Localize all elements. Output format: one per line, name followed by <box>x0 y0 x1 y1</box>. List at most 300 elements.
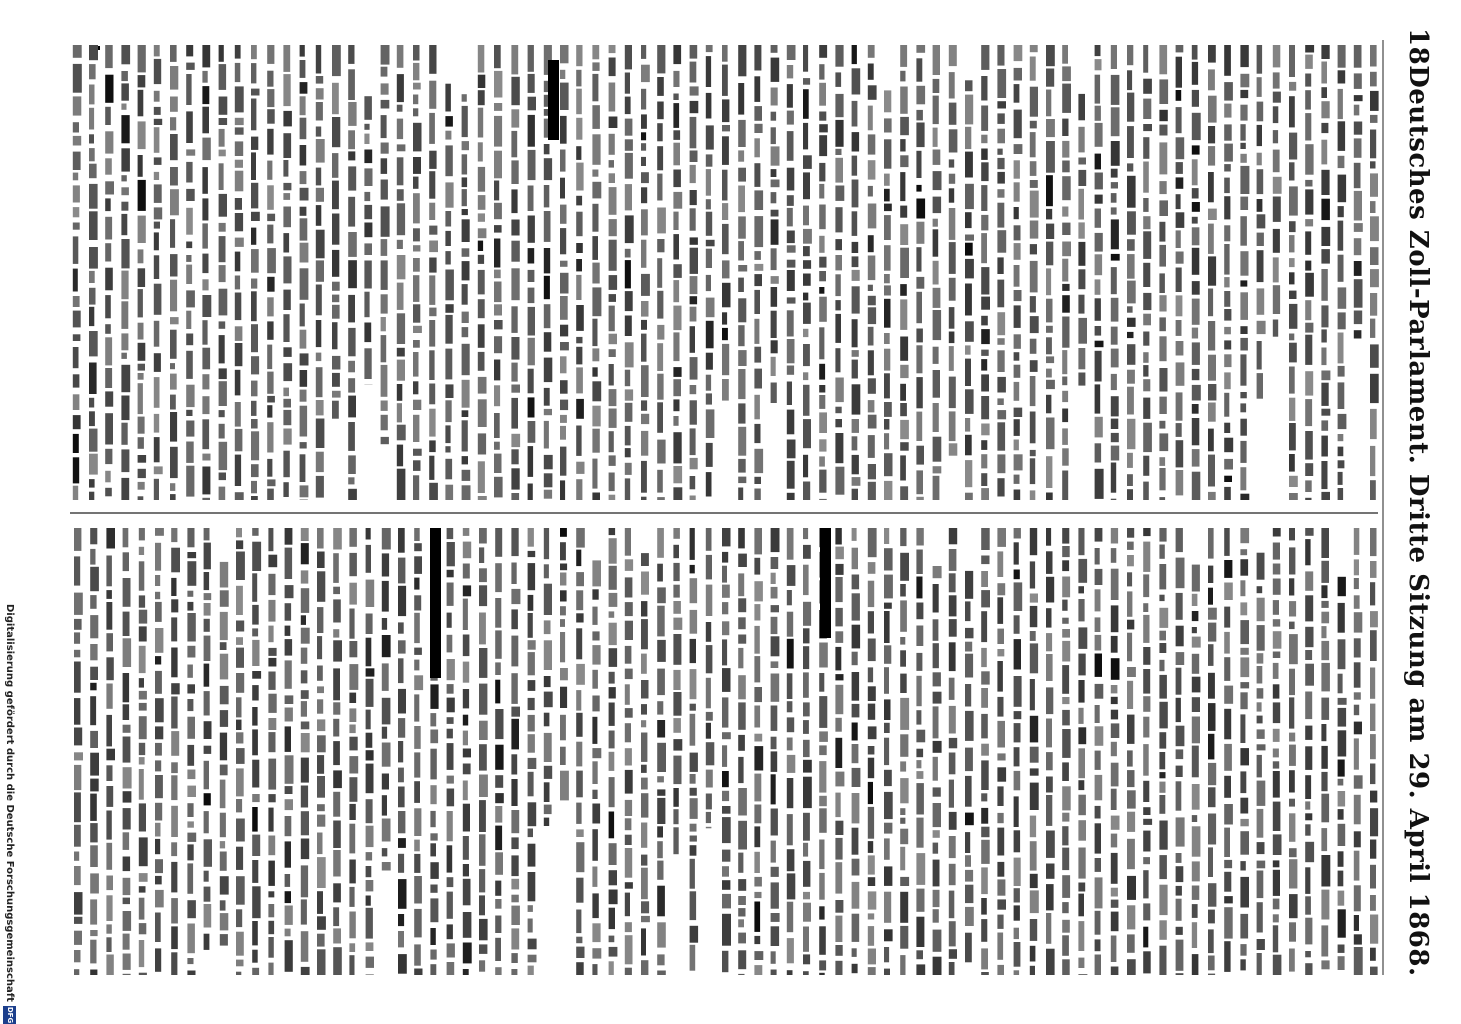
text-glyph-run <box>690 307 697 322</box>
text-glyph-run <box>997 230 1006 253</box>
text-glyph-run <box>1354 138 1362 157</box>
text-glyph-run <box>1208 883 1216 907</box>
text-glyph-run <box>300 45 305 57</box>
text-glyph-run <box>1208 69 1215 90</box>
text-glyph-run <box>349 777 357 802</box>
text-glyph-run <box>447 635 453 653</box>
text-glyph-run <box>316 400 324 415</box>
text-glyph-run <box>316 476 324 498</box>
text-glyph-run <box>430 811 435 827</box>
text-glyph-run <box>1338 674 1343 694</box>
text-glyph-run <box>1224 560 1232 578</box>
text-glyph-run <box>641 114 647 128</box>
text-glyph-run <box>690 891 697 920</box>
text-glyph-run <box>706 770 713 788</box>
text-glyph-run <box>121 423 127 445</box>
text-glyph-run <box>155 823 161 837</box>
text-glyph-run <box>414 613 420 643</box>
text-glyph-run <box>1046 577 1054 603</box>
text-glyph-run <box>154 184 162 203</box>
text-glyph-run <box>479 869 485 892</box>
text-glyph-run <box>1176 177 1184 188</box>
text-glyph-run <box>949 174 955 184</box>
text-glyph-run <box>1014 182 1020 201</box>
text-glyph-run <box>528 369 534 394</box>
text-glyph-run <box>916 329 923 343</box>
text-glyph-run <box>1192 611 1199 621</box>
text-glyph-run <box>625 215 634 243</box>
text-glyph-run <box>819 456 825 466</box>
text-glyph-run <box>657 776 664 782</box>
text-glyph-run <box>283 183 291 190</box>
text-glyph-run <box>819 499 827 500</box>
text-glyph-run <box>1143 99 1151 119</box>
text-glyph-run <box>511 220 519 236</box>
text-glyph-run <box>1240 944 1246 956</box>
text-glyph-run <box>332 153 338 178</box>
text-glyph-run <box>511 306 517 333</box>
text-glyph-run <box>1257 102 1264 122</box>
text-glyph-run <box>868 855 875 874</box>
text-glyph-run <box>317 686 324 693</box>
text-glyph-run <box>560 590 567 601</box>
text-glyph-run <box>1078 94 1085 120</box>
text-glyph-run <box>154 91 160 102</box>
text-glyph-run <box>722 585 730 598</box>
stray-mark <box>98 46 100 50</box>
text-glyph-run <box>1030 121 1037 129</box>
text-glyph-run <box>398 811 405 833</box>
text-glyph-run <box>544 676 551 687</box>
text-glyph-run <box>949 278 956 301</box>
text-glyph-run <box>186 149 195 155</box>
text-glyph-run <box>625 602 633 616</box>
text-glyph-run <box>1030 841 1037 870</box>
text-glyph-run <box>981 297 990 310</box>
text-glyph-run <box>673 432 681 463</box>
text-glyph-run <box>528 307 535 336</box>
text-glyph-run <box>592 236 598 260</box>
text-glyph-run <box>202 86 209 104</box>
text-glyph-run <box>1111 419 1119 429</box>
text-glyph-run <box>494 151 502 179</box>
text-glyph-run <box>1046 141 1055 173</box>
running-header <box>1396 28 1440 972</box>
text-glyph-run <box>1305 842 1314 862</box>
text-glyph-run <box>1192 369 1200 380</box>
text-glyph-run <box>495 630 502 658</box>
text-glyph-run <box>900 877 909 886</box>
text-glyph-run <box>771 112 777 121</box>
text-glyph-run <box>74 892 83 915</box>
text-glyph-run <box>771 809 778 836</box>
text-glyph-run <box>397 283 404 310</box>
text-glyph-run <box>317 776 325 798</box>
text-glyph-run <box>933 957 942 975</box>
text-glyph-run <box>1030 747 1039 763</box>
text-glyph-run <box>933 197 942 214</box>
text-glyph-run <box>479 547 484 563</box>
text-glyph-run <box>1240 338 1248 351</box>
text-glyph-run <box>835 348 840 372</box>
text-glyph-run <box>528 872 536 901</box>
text-glyph-run <box>900 403 907 416</box>
text-glyph-run <box>445 446 450 452</box>
text-glyph-run <box>592 429 599 453</box>
text-glyph-run <box>657 208 666 234</box>
text-glyph-run <box>366 957 374 968</box>
text-glyph-run <box>560 83 569 110</box>
text-glyph-run <box>463 912 472 938</box>
text-glyph-run <box>333 947 342 975</box>
text-glyph-run <box>900 87 908 114</box>
text-glyph-run <box>316 76 323 84</box>
text-glyph-run <box>657 743 666 772</box>
text-glyph-run <box>1321 528 1329 558</box>
text-glyph-run <box>997 149 1002 155</box>
text-glyph-run <box>690 458 698 469</box>
text-glyph-run <box>462 470 471 481</box>
text-glyph-run <box>576 613 583 622</box>
text-glyph-run <box>1289 162 1295 180</box>
text-glyph-run <box>121 148 129 171</box>
text-glyph-run <box>706 645 713 673</box>
text-glyph-run <box>819 412 827 433</box>
text-glyph-run <box>933 229 939 256</box>
text-glyph-run <box>1111 396 1119 416</box>
text-glyph-run <box>803 843 808 857</box>
text-glyph-run <box>1273 761 1279 768</box>
text-glyph-run <box>382 743 391 767</box>
text-glyph-run <box>884 611 890 643</box>
text-glyph-run <box>625 249 631 258</box>
text-glyph-run <box>1338 472 1343 485</box>
text-glyph-run <box>429 275 435 305</box>
text-glyph-run <box>1159 245 1166 267</box>
text-glyph-run <box>74 632 80 643</box>
text-glyph-run <box>544 332 552 352</box>
text-glyph-run <box>397 157 404 185</box>
text-glyph-run <box>333 821 341 849</box>
text-glyph-run <box>868 204 877 229</box>
text-glyph-run <box>609 687 616 698</box>
text-glyph-run <box>121 333 128 350</box>
text-glyph-run <box>90 567 99 591</box>
text-glyph-run <box>413 228 420 241</box>
text-glyph-run <box>771 127 776 144</box>
text-glyph-run <box>722 224 729 254</box>
text-glyph-run <box>1240 559 1248 576</box>
text-glyph-run <box>1062 448 1069 465</box>
text-glyph-run <box>1305 498 1311 500</box>
text-glyph-run <box>155 592 160 599</box>
text-glyph-run <box>251 99 256 131</box>
text-glyph-run <box>1273 45 1281 67</box>
text-glyph-run <box>1305 801 1310 809</box>
text-glyph-run <box>560 632 565 662</box>
text-glyph-run <box>1127 453 1133 468</box>
text-glyph-run <box>706 56 711 87</box>
text-glyph-run <box>900 45 907 67</box>
text-glyph-run <box>738 853 743 873</box>
text-glyph-run <box>1224 244 1229 275</box>
text-glyph-run <box>430 898 438 922</box>
text-glyph-run <box>1305 692 1312 720</box>
text-glyph-run <box>220 934 228 946</box>
text-glyph-run <box>463 689 469 708</box>
text-glyph-run <box>528 715 535 732</box>
text-glyph-run <box>560 564 567 571</box>
text-glyph-run <box>121 271 128 300</box>
text-glyph-run <box>641 240 646 268</box>
text-glyph-run <box>462 261 470 280</box>
text-glyph-run <box>220 780 226 809</box>
text-glyph-run <box>1208 209 1217 220</box>
text-glyph-run <box>706 528 712 551</box>
text-glyph-run <box>138 155 143 177</box>
text-glyph-run <box>1305 189 1313 214</box>
text-glyph-run <box>1062 141 1069 158</box>
text-glyph-run <box>1240 403 1246 412</box>
text-glyph-run <box>494 116 502 147</box>
text-glyph-run <box>1030 360 1038 372</box>
text-glyph-run <box>576 243 583 253</box>
text-glyph-run <box>463 715 468 726</box>
text-glyph-run <box>74 969 79 975</box>
text-glyph-run <box>204 691 210 715</box>
text-glyph-run <box>90 667 98 680</box>
text-glyph-run <box>445 459 452 480</box>
text-glyph-run <box>413 352 419 377</box>
text-glyph-run <box>138 383 143 414</box>
text-glyph-run <box>349 737 357 751</box>
text-glyph-run <box>1127 306 1133 312</box>
text-glyph-run <box>332 295 339 303</box>
text-glyph-run <box>364 348 371 379</box>
text-glyph-run <box>884 603 892 609</box>
text-glyph-run <box>154 157 162 165</box>
text-glyph-run <box>1062 66 1071 81</box>
text-glyph-run <box>397 348 405 357</box>
text-glyph-run <box>771 45 778 53</box>
text-glyph-run <box>1321 828 1327 851</box>
text-glyph-run <box>1111 967 1119 976</box>
text-glyph-run <box>560 619 565 627</box>
text-glyph-run <box>609 731 615 749</box>
text-glyph-run <box>965 435 972 456</box>
text-glyph-run <box>1321 420 1328 430</box>
text-glyph-run <box>186 208 193 235</box>
text-glyph-run <box>268 626 273 643</box>
text-glyph-run <box>835 674 843 680</box>
text-glyph-run <box>544 620 551 634</box>
text-glyph-run <box>1062 848 1069 871</box>
text-glyph-run <box>204 761 209 790</box>
text-glyph-run <box>73 296 80 307</box>
text-glyph-run <box>1240 549 1247 555</box>
text-glyph-run <box>981 648 987 667</box>
text-glyph-run <box>73 415 81 429</box>
text-glyph-run <box>1208 814 1216 845</box>
lower-text-column <box>74 528 1378 975</box>
text-glyph-run <box>106 876 113 891</box>
text-glyph-run <box>429 113 435 144</box>
text-glyph-run <box>1078 627 1087 649</box>
text-glyph-run <box>997 158 1004 169</box>
text-glyph-run <box>722 914 731 946</box>
text-glyph-run <box>1224 860 1232 868</box>
text-glyph-run <box>592 607 597 625</box>
text-glyph-run <box>268 555 277 568</box>
text-glyph-run <box>1143 744 1149 776</box>
text-glyph-run <box>204 636 211 661</box>
text-glyph-run <box>1321 724 1326 741</box>
text-glyph-run <box>1030 244 1037 254</box>
text-glyph-run <box>90 970 97 976</box>
text-glyph-run <box>1321 855 1330 887</box>
text-glyph-run <box>74 752 83 760</box>
text-glyph-run <box>397 445 403 467</box>
text-glyph-run <box>511 707 520 717</box>
text-glyph-run <box>106 955 113 976</box>
text-glyph-run <box>625 922 632 932</box>
text-glyph-run <box>1078 295 1084 314</box>
text-glyph-run <box>657 861 663 880</box>
text-glyph-run <box>544 766 552 779</box>
text-glyph-run <box>819 973 825 975</box>
text-glyph-run <box>1208 644 1214 666</box>
text-glyph-run <box>1240 580 1245 596</box>
text-glyph-run <box>673 670 680 690</box>
text-glyph-run <box>787 111 794 125</box>
text-glyph-run <box>139 528 145 540</box>
text-glyph-run <box>1176 528 1183 552</box>
text-glyph-run <box>348 489 357 500</box>
text-glyph-run <box>463 542 471 559</box>
text-glyph-run <box>349 824 355 854</box>
text-glyph-run <box>1143 903 1150 920</box>
text-glyph-run <box>445 231 451 246</box>
text-glyph-run <box>933 150 941 165</box>
text-glyph-run <box>528 802 537 826</box>
text-glyph-run <box>852 360 858 379</box>
text-glyph-run <box>139 873 148 882</box>
text-glyph-run <box>1208 673 1215 699</box>
text-glyph-run <box>155 760 161 771</box>
text-glyph-run <box>413 193 420 223</box>
text-glyph-run <box>1111 710 1118 720</box>
text-glyph-run <box>382 698 391 725</box>
text-glyph-run <box>333 741 340 765</box>
text-glyph-run <box>332 282 340 291</box>
text-glyph-run <box>511 398 518 429</box>
text-glyph-run <box>868 891 877 909</box>
text-glyph-run <box>285 786 293 794</box>
text-glyph-run <box>965 345 971 354</box>
text-glyph-run <box>706 794 712 810</box>
text-glyph-run <box>576 590 583 610</box>
text-glyph-run <box>754 706 760 728</box>
text-glyph-run <box>366 528 371 540</box>
text-glyph-run <box>1273 834 1282 855</box>
text-glyph-run <box>414 648 422 655</box>
text-glyph-run <box>852 477 861 486</box>
text-glyph-run <box>430 862 438 879</box>
text-glyph-run <box>609 409 617 428</box>
text-glyph-run <box>398 787 405 808</box>
text-glyph-run <box>285 626 291 636</box>
text-glyph-run <box>803 229 812 244</box>
text-glyph-run <box>933 437 942 462</box>
text-glyph-run <box>1257 861 1266 869</box>
text-glyph-run <box>494 45 501 68</box>
text-glyph-run <box>706 443 713 467</box>
text-glyph-run <box>138 373 144 380</box>
text-glyph-run <box>803 740 810 757</box>
text-glyph-run <box>1240 419 1247 436</box>
text-glyph-run <box>690 496 696 501</box>
text-glyph-run <box>819 83 826 106</box>
text-glyph-run <box>673 130 680 140</box>
text-glyph-run <box>625 370 630 387</box>
text-glyph-run <box>398 854 404 873</box>
text-glyph-run <box>285 695 294 704</box>
text-glyph-run <box>511 779 517 806</box>
text-glyph-run <box>1176 440 1184 467</box>
text-glyph-run <box>1143 647 1150 665</box>
text-glyph-run <box>997 828 1004 856</box>
text-glyph-run <box>123 791 132 802</box>
text-glyph-run <box>981 454 987 468</box>
text-glyph-run <box>1062 176 1071 200</box>
text-glyph-run <box>1224 744 1232 771</box>
text-glyph-run <box>609 672 615 684</box>
text-glyph-run <box>154 321 160 347</box>
text-glyph-run <box>1030 768 1039 775</box>
text-glyph-run <box>933 830 940 838</box>
text-glyph-run <box>1046 119 1055 137</box>
text-glyph-run <box>268 963 273 975</box>
text-glyph-run <box>1159 545 1164 559</box>
text-glyph-run <box>754 190 763 210</box>
text-glyph-run <box>884 792 893 819</box>
text-glyph-run <box>236 932 244 956</box>
text-glyph-run <box>576 664 585 685</box>
text-glyph-run <box>690 165 696 183</box>
text-glyph-run <box>1257 233 1264 246</box>
text-glyph-run <box>1208 566 1213 583</box>
text-glyph-run <box>868 464 876 479</box>
text-glyph-run <box>852 768 861 787</box>
text-glyph-run <box>1240 45 1248 67</box>
text-glyph-run <box>592 459 597 489</box>
text-glyph-run <box>1370 480 1376 500</box>
text-glyph-run <box>706 393 712 404</box>
text-glyph-run <box>722 312 727 324</box>
text-glyph-run <box>1192 418 1200 445</box>
text-glyph-run <box>429 151 436 169</box>
text-glyph-run <box>673 827 678 854</box>
text-glyph-run <box>657 971 666 976</box>
text-glyph-run <box>511 363 517 382</box>
text-glyph-run <box>154 172 159 180</box>
text-glyph-run <box>170 494 176 500</box>
text-glyph-run <box>576 947 584 958</box>
text-glyph-run <box>414 909 422 938</box>
text-glyph-run <box>187 786 196 797</box>
text-glyph-run <box>445 182 453 207</box>
text-glyph-run <box>89 331 98 356</box>
